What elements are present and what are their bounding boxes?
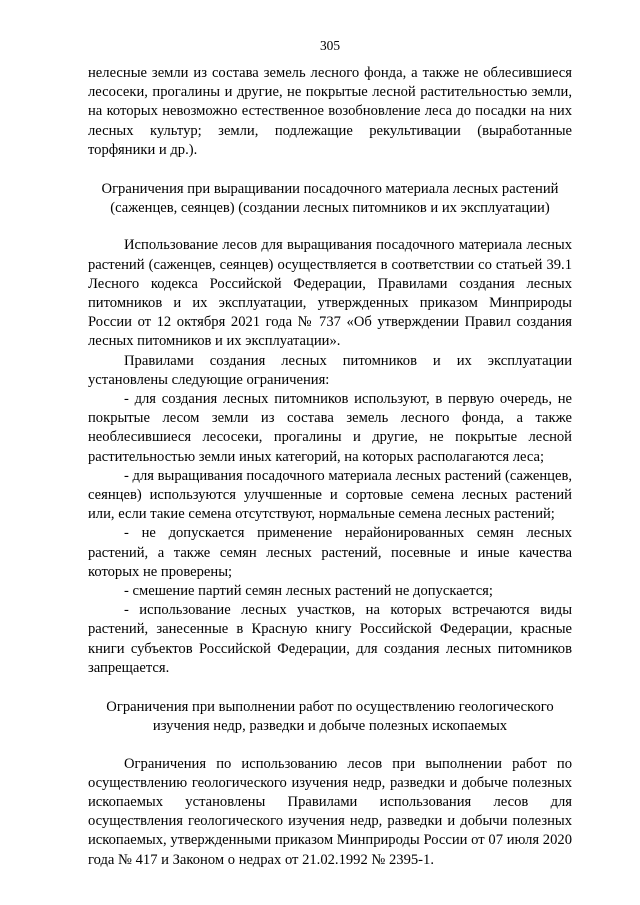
spacer bbox=[88, 737, 572, 755]
list-item: - для создания лесных питомников используют, в первую очередь, не покрытые лесом земли из состава земель лесного фонда, а также необлесившиеся лесосеки, прогалины и другие, не покрытые лесной растительностью земли иных категорий, на которых располагаются леса; bbox=[88, 391, 572, 465]
list-item: - не допускается применение нерайонированных семян лесных растений, а также семян лесных растений, посевные и иные качества которых не проверены; bbox=[88, 525, 572, 580]
list-item: - смешение партий семян лесных растений не допускается; bbox=[124, 583, 493, 600]
body-paragraph: Использование лесов для выращивания посадочного материала лесных растений (саженцев, сеянцев) осуществляется в соответствии со статьей 39.1 Лесного кодекса Российской Федерации, Правилами создания лесных питомников и их эксплуатации, утвержденных приказом Минприроды России от 12 октября 2021 года № 737 «Об утверждении Правил создания лесных питомников и их эксплуатации». bbox=[88, 237, 572, 350]
section-heading-geology: Ограничения при выполнении работ по осуществлению геологического изучения недр, разведки и добыче полезных ископаемых bbox=[106, 699, 554, 735]
section-heading-nursery: Ограничения при выращивании посадочного материала лесных растений (саженцев, сеянцев) (создании лесных питомников и их эксплуатации) bbox=[101, 181, 559, 217]
intro-paragraph: нелесные земли из состава земель лесного фонда, а также не облесившиеся лесосеки, прогалины и другие, не покрытые лесной растительностью земли, на которых невозможно естественное возобновление леса до посадки на них лесных культур; земли, подлежащие рекультивации (выработанные торфяники и др.). bbox=[88, 65, 572, 158]
spacer bbox=[88, 218, 572, 236]
list-item: - для выращивания посадочного материала лесных растений (саженцев, сеянцев) используются улучшенные и сортовые семена лесных растений или, если такие семена отсутствуют, нормальные семена лесных растений; bbox=[88, 467, 572, 523]
body-paragraph: Правилами создания лесных питомников и их эксплуатации установлены следующие ограничения: bbox=[88, 352, 572, 388]
spacer bbox=[88, 160, 572, 180]
spacer bbox=[88, 678, 572, 698]
page-number: 305 bbox=[319, 38, 341, 53]
list-item: - использование лесных участков, на которых встречаются виды растений, занесенные в Красную книгу Российской Федерации, красные книги субъектов Российской Федерации, для создания лесных питомников запрещается. bbox=[88, 602, 572, 676]
body-paragraph: Ограничения по использованию лесов при выполнении работ по осуществлению геологического изучения недр, разведки и добыче полезных ископаемых установлены Правилами использования лесов для осуществления геологического изучения недр, разведки и добычи полезных ископаемых, утвержденными приказом Минприроды России от 07 июля 2020 года № 417 и Законом о недрах от 21.02.1992 № 2395-1. bbox=[88, 755, 572, 868]
